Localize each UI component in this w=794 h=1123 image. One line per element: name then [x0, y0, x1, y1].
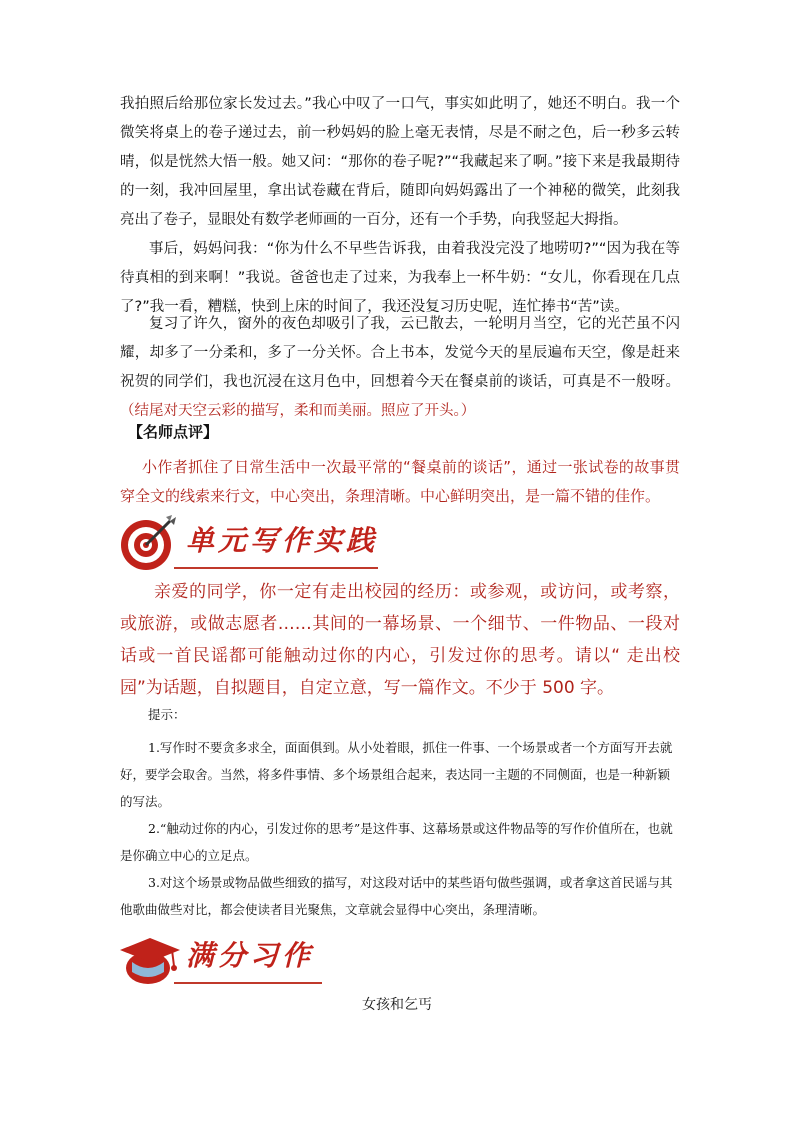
full-score-banner: [118, 928, 322, 988]
writing-prompt: 亲爱的同学，你一定有走出校园的经历：或参观，或访问，或考察，或旅游，或做志愿者……其间的一幕场景、一个细节、一件物品、一段对话或一首民谣都可能触动过你的内心，引发过你的思考。请以“ 走出校园”为话题，自拟题目，自定立意，写一篇作文。不少于 500 字。: [120, 582, 680, 698]
banner-underline: [174, 982, 322, 984]
story-paragraph-3-text: 复习了许久，窗外的夜色却吸引了我，云已散去，一轮明月当空，它的光芒虽不闪耀，却多了一分柔和，多了一分关怀。合上书本，发觉今天的星辰遍布天空，像是赶来祝贺的同学们，我也沉浸在这月色中，回想着今天在餐桌前的谈话，可真是不一般呀。: [120, 316, 680, 390]
story-paragraph-1: 我拍照后给那位家长发过去。”我心中叹了一口气，事实如此明了，她还不明白。我一个微笑将桌上的卷子递过去，前一秒妈妈的脸上毫无表情，尽是不耐之色，后一秒多云转晴，似是恍然大悟一般。她又问：“那你的卷子呢?”“我藏起来了啊。”接下来是我最期待的一刻，我冲回屋里，拿出试卷藏在背后，随即向妈妈露出了一个神秘的微笑，此刻我亮出了卷子，显眼处有数学老师画的一百分，还有一个手势，向我竖起大拇指。: [120, 96, 680, 228]
comment-heading: 【名师点评】: [128, 423, 219, 441]
tips-label: 提示：: [148, 707, 186, 722]
tip-2: 2.“触动过你的内心，引发过你的思考”是这件事、这幕场景或这件物品等的写作价值所在，也就是你确立中心的立足点。: [120, 821, 673, 863]
full-score-banner-title: 满分习作: [186, 939, 315, 972]
banner-underline: [174, 567, 378, 569]
graduation-cap-icon: [118, 928, 182, 988]
essay-title: 女孩和乞丐: [362, 997, 432, 1013]
unit-writing-banner-title: 单元写作实践: [186, 524, 379, 557]
teacher-annotation: （结尾对天空云彩的描写，柔和而美丽。照应了开头。）: [120, 403, 476, 419]
target-icon: [118, 513, 180, 573]
story-paragraph-3: [120, 310, 680, 426]
tip-1: 1.写作时不要贪多求全，面面俱到。从小处着眼，抓住一件事、一个场景或者一个方面写开去就好，要学会取舍。当然，将多件事情、多个场景组合起来，表达同一主题的不同侧面，也是一种新颖的写法。: [120, 740, 673, 809]
unit-writing-banner: [118, 513, 378, 573]
story-paragraph-2: 事后，妈妈问我：“你为什么不早些告诉我，由着我没完没了地唠叨?”“因为我在等待真相的到来啊！”我说。爸爸也走了过来，为我奉上一杯牛奶：“女儿，你看现在几点了?”我一看，糟糕，快到上床的时间了，我还没复习历史呢，连忙捧书“苦”读。: [120, 241, 680, 315]
comment-text: 小作者抓住了日常生活中一次最平常的“餐桌前的谈话”，通过一张试卷的故事贯穿全文的线索来行文，中心突出，条理清晰。中心鲜明突出，是一篇不错的佳作。: [120, 458, 680, 505]
tip-3: 3.对这个场景或物品做些细致的描写，对这段对话中的某些语句做些强调，或者拿这首民谣与其他歌曲做些对比，都会使读者目光聚焦，文章就会显得中心突出，条理清晰。: [120, 875, 673, 917]
